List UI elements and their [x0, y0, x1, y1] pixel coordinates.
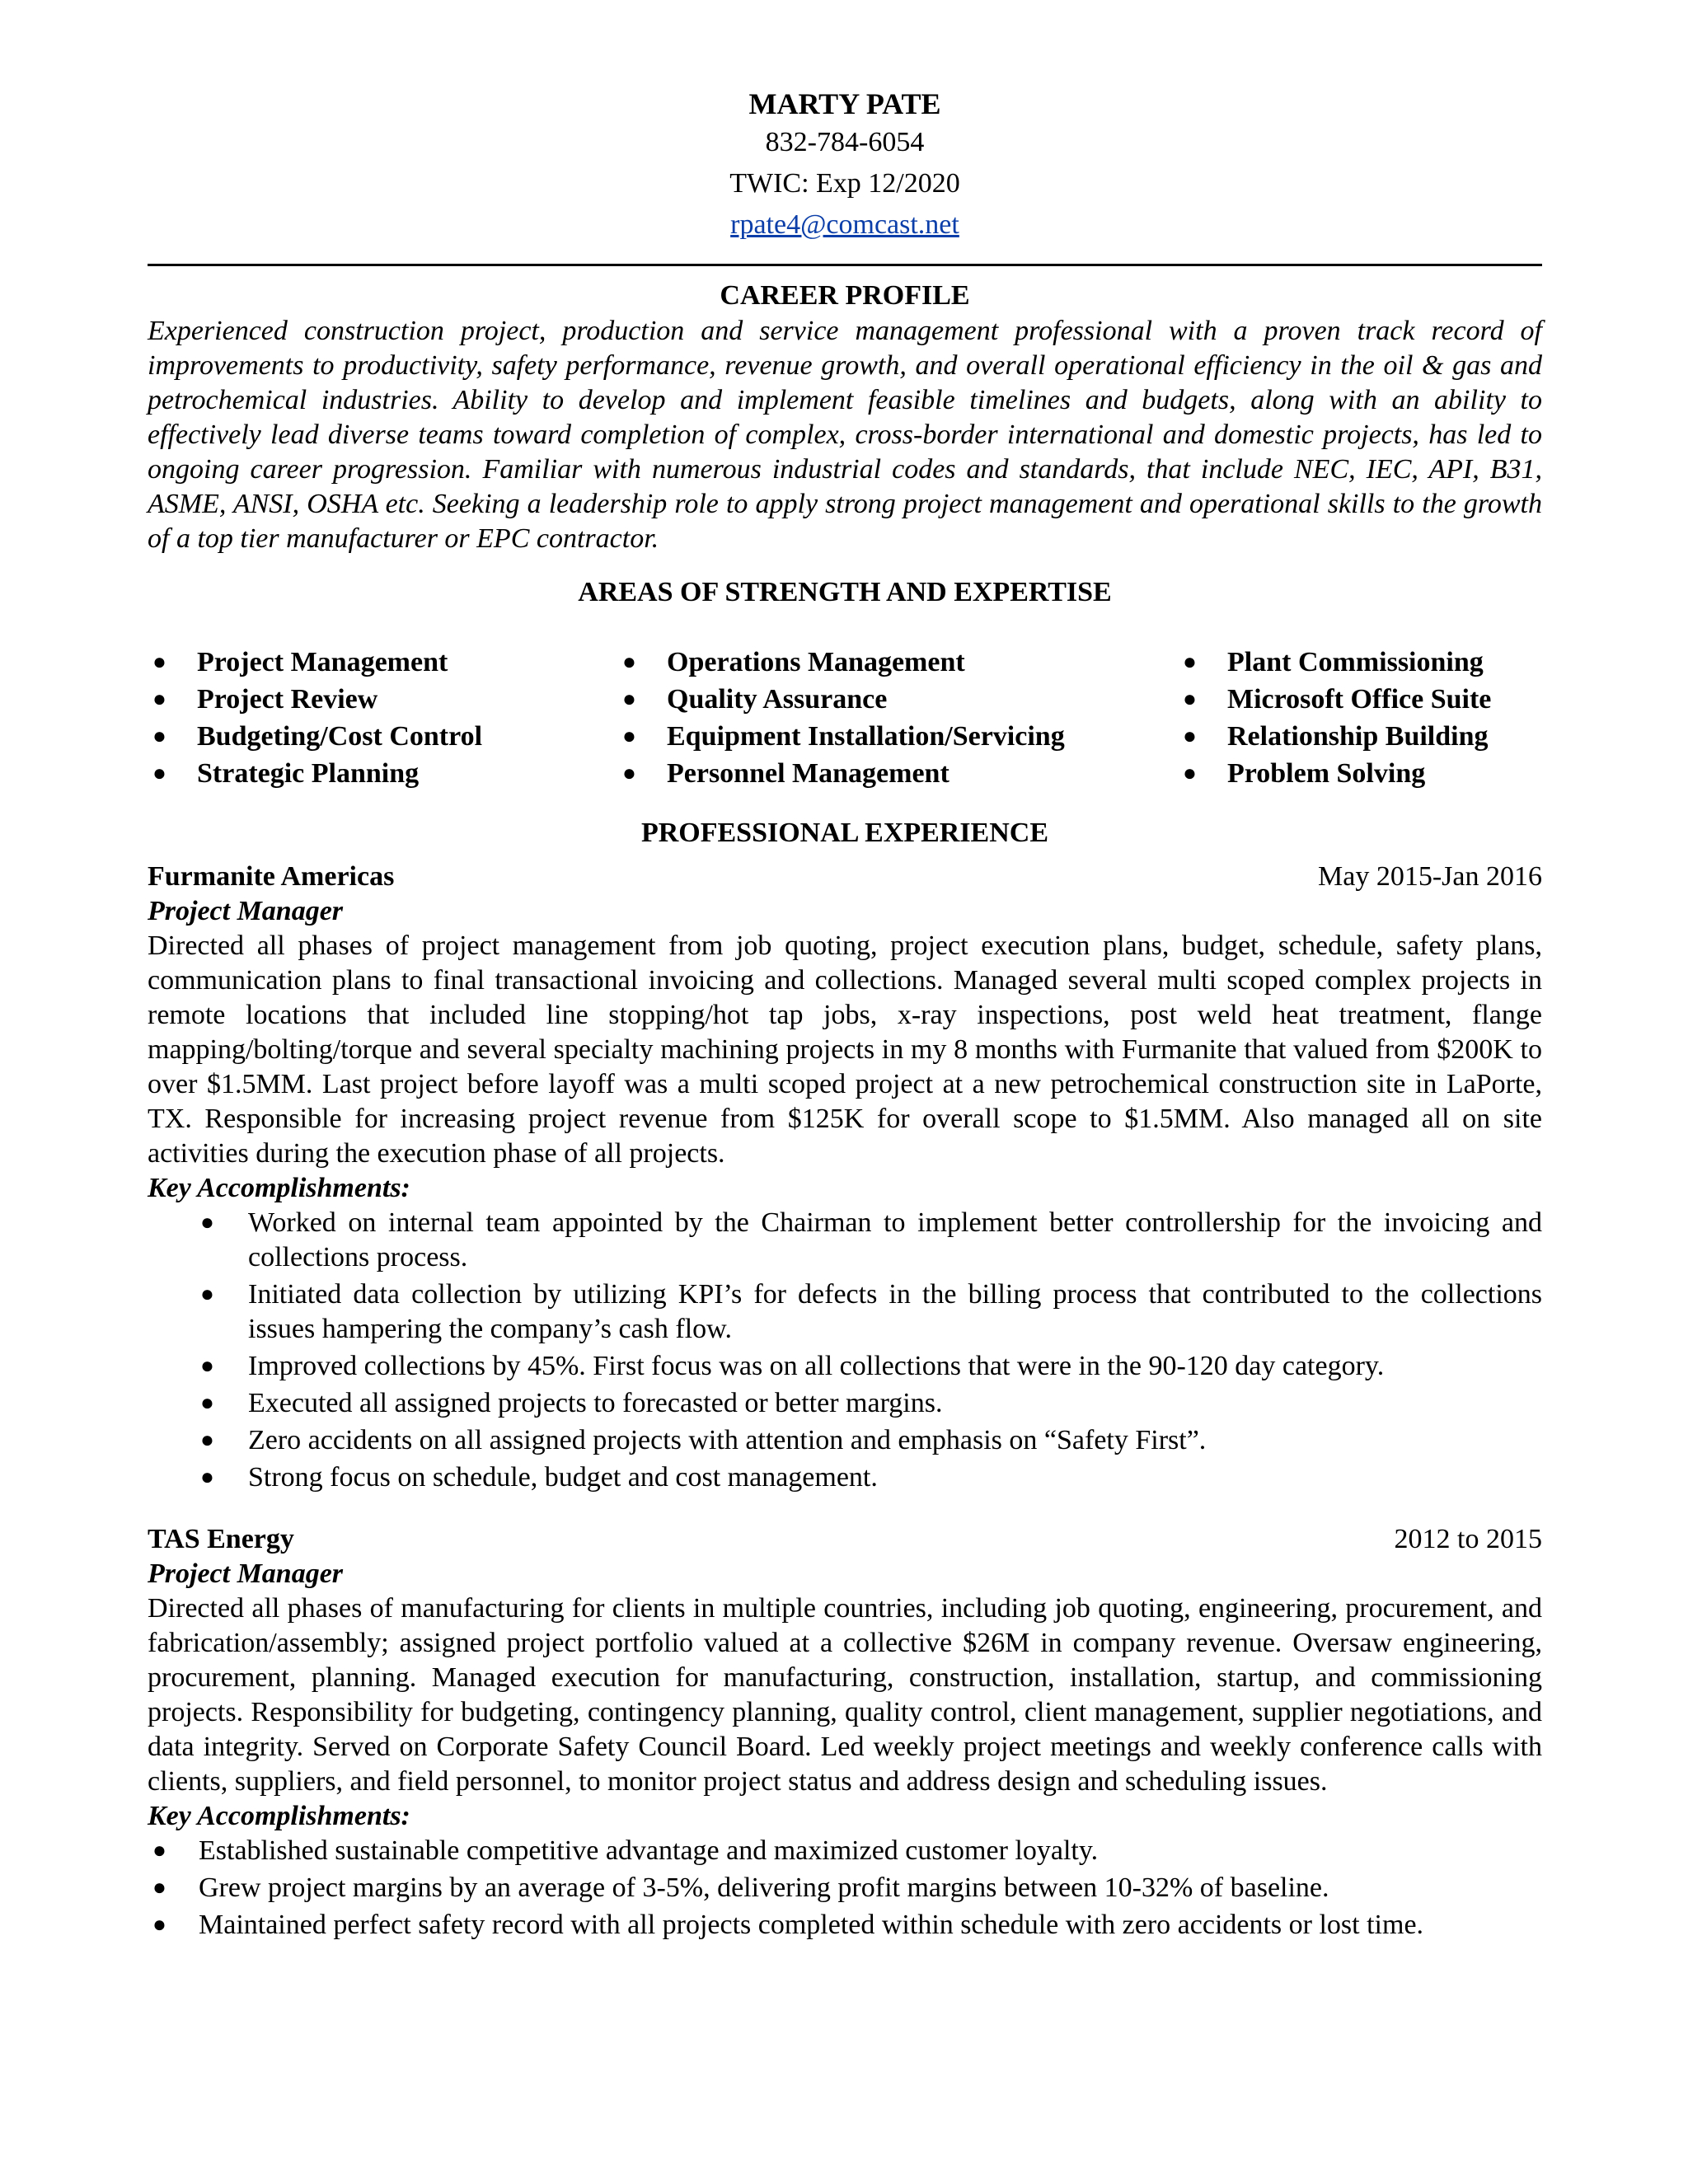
accomplishment-item: ● Initiated data collection by utilizing KPI’s for defects in the billing process that contributed to the collections issues hampering the company’s cash flow. — [200, 1279, 1542, 1344]
bullet-icon: ● — [622, 649, 636, 675]
phone-number: 832-784-6054 — [765, 127, 925, 157]
strength-item: ● Problem Solving — [1178, 755, 1540, 792]
strength-item: ● Budgeting/Cost Control — [148, 718, 617, 755]
header-divider — [148, 264, 1542, 266]
bullet-icon: ● — [152, 1875, 166, 1900]
strength-item: ● Personnel Management — [617, 755, 1178, 792]
job-dates: 2012 to 2015 — [1394, 1524, 1542, 1554]
bullet-icon: ● — [200, 1465, 214, 1490]
bullet-icon: ● — [622, 687, 636, 712]
strengths-heading: AREAS OF STRENGTH AND EXPERTISE — [578, 577, 1112, 607]
strength-item: ● Operations Management — [617, 644, 1178, 681]
candidate-name: MARTY PATE — [748, 87, 941, 120]
career-profile-text: Experienced construction project, production and service management professional with a proven track record of improvements to productivity, safety performance, revenue growth, and overall operational efficiency in the oil & gas and petrochemical industries. Ability to develop and implement feasible timelines and budgets, along with an ability to effectively lead diverse teams toward completion of complex, cross-border international and domestic projects, has led to ongoing career progression. Familiar with numerous industrial codes and standards, that include NEC, IEC, API, B31, ASME, ANSI, OSHA etc. Seeking a leadership role to apply strong project management and operational skills to the growth of a top tier manufacturer or EPC contractor. — [148, 316, 1542, 554]
company-name: Furmanite Americas — [148, 861, 395, 892]
accomplishments-list — [148, 1834, 1542, 1943]
job-entry-tas-energy — [148, 1522, 1542, 1943]
accomplishment-item: ● Grew project margins by an average of 3-5%, delivering profit margins between 10-32% of baseline. — [148, 1871, 1542, 1905]
twic-expiration: TWIC: Exp 12/2020 — [729, 168, 960, 199]
job-dates: May 2015-Jan 2016 — [1318, 861, 1542, 892]
bullet-icon: ● — [622, 724, 636, 749]
bullet-icon: ● — [152, 649, 166, 675]
bullet-icon: ● — [200, 1210, 214, 1235]
strength-item: ● Strategic Planning — [148, 755, 617, 792]
bullet-icon: ● — [200, 1353, 214, 1379]
bullet-icon: ● — [152, 724, 166, 749]
bullet-icon: ● — [152, 1838, 166, 1863]
career-profile-heading: CAREER PROFILE — [720, 280, 970, 311]
job-title: Project Manager — [148, 1558, 344, 1589]
bullet-icon: ● — [1183, 761, 1197, 786]
job-description: Directed all phases of project management from job quoting, project execution plans, budget, schedule, safety plans, communication plans to final transactional invoicing and collections. Managed several multi scoped complex projects in remote locations that included line stopping/hot tap jobs, x-ray inspections, post weld heat treatment, flange mapping/bolting/torque and several specialty machining projects in my 8 months with Furmanite that valued from $200K to over $1.5MM. Last project before layoff was a multi scoped project at a new petrochemical construction site in LaPorte, TX. Responsible for increasing project revenue from $125K for overall scope to $1.5MM. Also managed all on site activities during the execution phase of all projects. — [148, 930, 1542, 1169]
strengths-column-3 — [1178, 644, 1540, 792]
strengths-column-1 — [148, 644, 617, 792]
job-entry-furmanite — [148, 860, 1542, 1495]
strength-item: ● Project Management — [148, 644, 617, 681]
bullet-icon: ● — [152, 761, 166, 786]
accomplishments-label: Key Accomplishments: — [148, 1173, 410, 1203]
strength-item: ● Microsoft Office Suite — [1178, 681, 1540, 718]
accomplishment-item: ● Maintained perfect safety record with all projects completed within schedule with zero accidents or lost time. — [148, 1908, 1542, 1943]
bullet-icon: ● — [200, 1282, 214, 1307]
job-description: Directed all phases of manufacturing for clients in multiple countries, including job quoting, engineering, procurement, and fabrication/assembly; assigned project portfolio valued at a collective $26M in company revenue. Oversaw engineering, procurement, planning. Managed execution for manufacturing, construction, installation, startup, and commissioning projects. Responsibility for budgeting, contingency planning, quality control, client management, supplier negotiations, and data integrity. Served on Corporate Safety Council Board. Led weekly project meetings and weekly conference calls with clients, suppliers, and field personnel, to monitor project status and address design and scheduling issues. — [148, 1593, 1542, 1797]
accomplishment-item: ● Worked on internal team appointed by the Chairman to implement better controllership for the invoicing and collections process. — [200, 1207, 1542, 1272]
accomplishment-item: ● Strong focus on schedule, budget and cost management. — [148, 1460, 1542, 1495]
accomplishment-item: ● Executed all assigned projects to forecasted or better margins. — [148, 1386, 1542, 1421]
strength-item: ● Project Review — [148, 681, 617, 718]
accomplishments-label: Key Accomplishments: — [148, 1801, 410, 1831]
bullet-icon: ● — [200, 1427, 214, 1453]
accomplishments-list — [148, 1206, 1542, 1495]
accomplishment-item: ● Improved collections by 45%. First focus was on all collections that were in the 90-120 day category. — [148, 1349, 1542, 1384]
accomplishment-item: ● Zero accidents on all assigned projects with attention and emphasis on “Safety First”. — [148, 1423, 1542, 1458]
resume-page — [148, 0, 1542, 1945]
strength-item: ● Relationship Building — [1178, 718, 1540, 755]
bullet-icon: ● — [152, 687, 166, 712]
bullet-icon: ● — [1183, 649, 1197, 675]
bullet-icon: ● — [200, 1390, 214, 1416]
strengths-grid — [148, 644, 1542, 792]
job-header — [148, 860, 1542, 894]
strengths-column-2 — [617, 644, 1178, 792]
experience-heading: PROFESSIONAL EXPERIENCE — [640, 818, 1049, 848]
strength-item: ● Plant Commissioning — [1178, 644, 1540, 681]
email-link[interactable]: rpate4@comcast.net — [730, 209, 959, 240]
company-name: TAS Energy — [148, 1524, 294, 1554]
bullet-icon: ● — [1183, 687, 1197, 712]
bullet-icon: ● — [622, 761, 636, 786]
strength-item: ● Equipment Installation/Servicing — [617, 718, 1178, 755]
accomplishment-item: ● Established sustainable competitive advantage and maximized customer loyalty. — [148, 1834, 1542, 1868]
strength-item: ● Quality Assurance — [617, 681, 1178, 718]
bullet-icon: ● — [1183, 724, 1197, 749]
job-title: Project Manager — [148, 896, 344, 926]
bullet-icon: ● — [152, 1912, 166, 1938]
job-header — [148, 1522, 1542, 1557]
header — [148, 86, 1542, 246]
